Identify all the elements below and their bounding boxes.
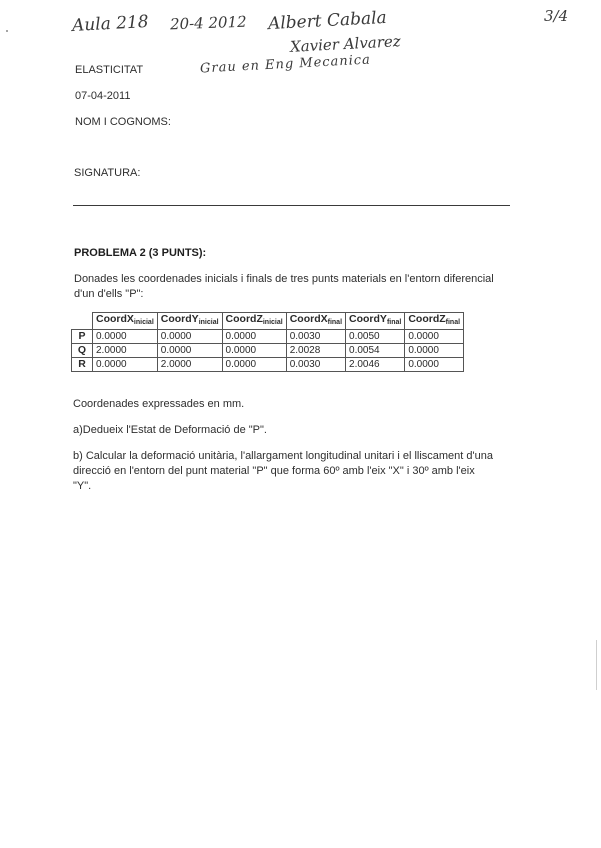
- handwritten-name-2: Xavier Alvarez: [289, 32, 402, 56]
- table-row: [72, 358, 464, 372]
- scan-speck: [6, 30, 8, 32]
- col-header-sub: final: [327, 319, 343, 326]
- exam-date: 07-04-2011: [75, 90, 131, 102]
- table-cell: 0.0000: [405, 330, 464, 344]
- coordinates-table: [71, 312, 464, 372]
- col-header: [93, 313, 158, 330]
- name-label: NOM I COGNOMS:: [75, 116, 171, 128]
- col-header-base: CoordY: [160, 313, 199, 325]
- table-cell: 0.0000: [93, 358, 158, 372]
- col-header-sub: final: [386, 319, 402, 326]
- problem-intro-line-2: d'un d'ells "P":: [74, 288, 144, 300]
- problem-intro: [74, 272, 544, 302]
- problem-title: PROBLEMA 2 (3 PUNTS):: [74, 247, 207, 259]
- problem-intro-line-1: Donades les coordenades inicials i finals de tres punts materials en l'entorn diferencial: [74, 273, 494, 285]
- handwritten-room: Aula 218: [71, 12, 150, 36]
- part-a: a)Dedueix l'Estat de Deformació de "P".: [73, 424, 267, 436]
- col-header-base: CoordY: [349, 313, 387, 325]
- scan-edge-mark: [596, 640, 597, 690]
- col-header-sub: inicial: [198, 319, 219, 326]
- col-header: [286, 313, 345, 330]
- col-header-base: CoordX: [289, 313, 328, 325]
- table-cell: 0.0030: [286, 330, 345, 344]
- col-header: [222, 313, 286, 330]
- row-label: P: [72, 330, 93, 344]
- signature-line: [73, 205, 510, 206]
- table-cell: 0.0054: [346, 344, 405, 358]
- part-b-line-1: b) Calcular la deformació unitària, l'allargament longitudinal unitari i el lliscament d'una: [73, 450, 493, 462]
- col-header: [346, 313, 405, 330]
- col-header-sub: inicial: [262, 319, 283, 326]
- table-row: [72, 344, 464, 358]
- part-b-line-2: direcció en l'entorn del punt material "P" que forma 60º amb l'eix "X" i 30º amb l'eix: [73, 465, 475, 477]
- table-cell: 0.0000: [405, 358, 464, 372]
- handwritten-name-1: Albert Cabala: [267, 7, 388, 35]
- table-cell: 0.0050: [346, 330, 405, 344]
- table-cell: 0.0000: [157, 344, 222, 358]
- table-corner-cell: [72, 313, 93, 330]
- part-b-line-3: "Y".: [73, 480, 92, 492]
- table-cell: 0.0030: [286, 358, 345, 372]
- table-cell: 0.0000: [222, 344, 286, 358]
- col-header-base: CoordX: [96, 313, 134, 325]
- handwritten-degree: Grau en Eng Mecanica: [199, 52, 372, 77]
- col-header: [157, 313, 222, 330]
- units-note: Coordenades expressades en mm.: [73, 398, 245, 410]
- handwritten-date: 20-4 2012: [169, 12, 247, 34]
- table-cell: 2.0046: [346, 358, 405, 372]
- col-header-sub: final: [445, 319, 461, 326]
- part-b: [73, 449, 553, 494]
- table-cell: 2.0028: [286, 344, 345, 358]
- table-cell: 0.0000: [93, 330, 158, 344]
- row-label: Q: [72, 344, 93, 358]
- table-row: [72, 330, 464, 344]
- table-cell: 0.0000: [157, 330, 222, 344]
- col-header-sub: inicial: [133, 319, 154, 326]
- table-header-row: [72, 313, 464, 330]
- handwritten-page-number: 3/4: [544, 7, 569, 25]
- table-cell: 0.0000: [222, 358, 286, 372]
- table-cell: 2.0000: [93, 344, 158, 358]
- col-header-base: CoordZ: [408, 313, 446, 325]
- table-cell: 2.0000: [157, 358, 222, 372]
- signature-label: SIGNATURA:: [74, 167, 141, 179]
- table-cell: 0.0000: [405, 344, 464, 358]
- exam-subject: ELASTICITAT: [75, 64, 144, 76]
- col-header-base: CoordZ: [225, 313, 263, 325]
- table-cell: 0.0000: [222, 330, 286, 344]
- col-header: [405, 313, 464, 330]
- row-label: R: [72, 358, 93, 372]
